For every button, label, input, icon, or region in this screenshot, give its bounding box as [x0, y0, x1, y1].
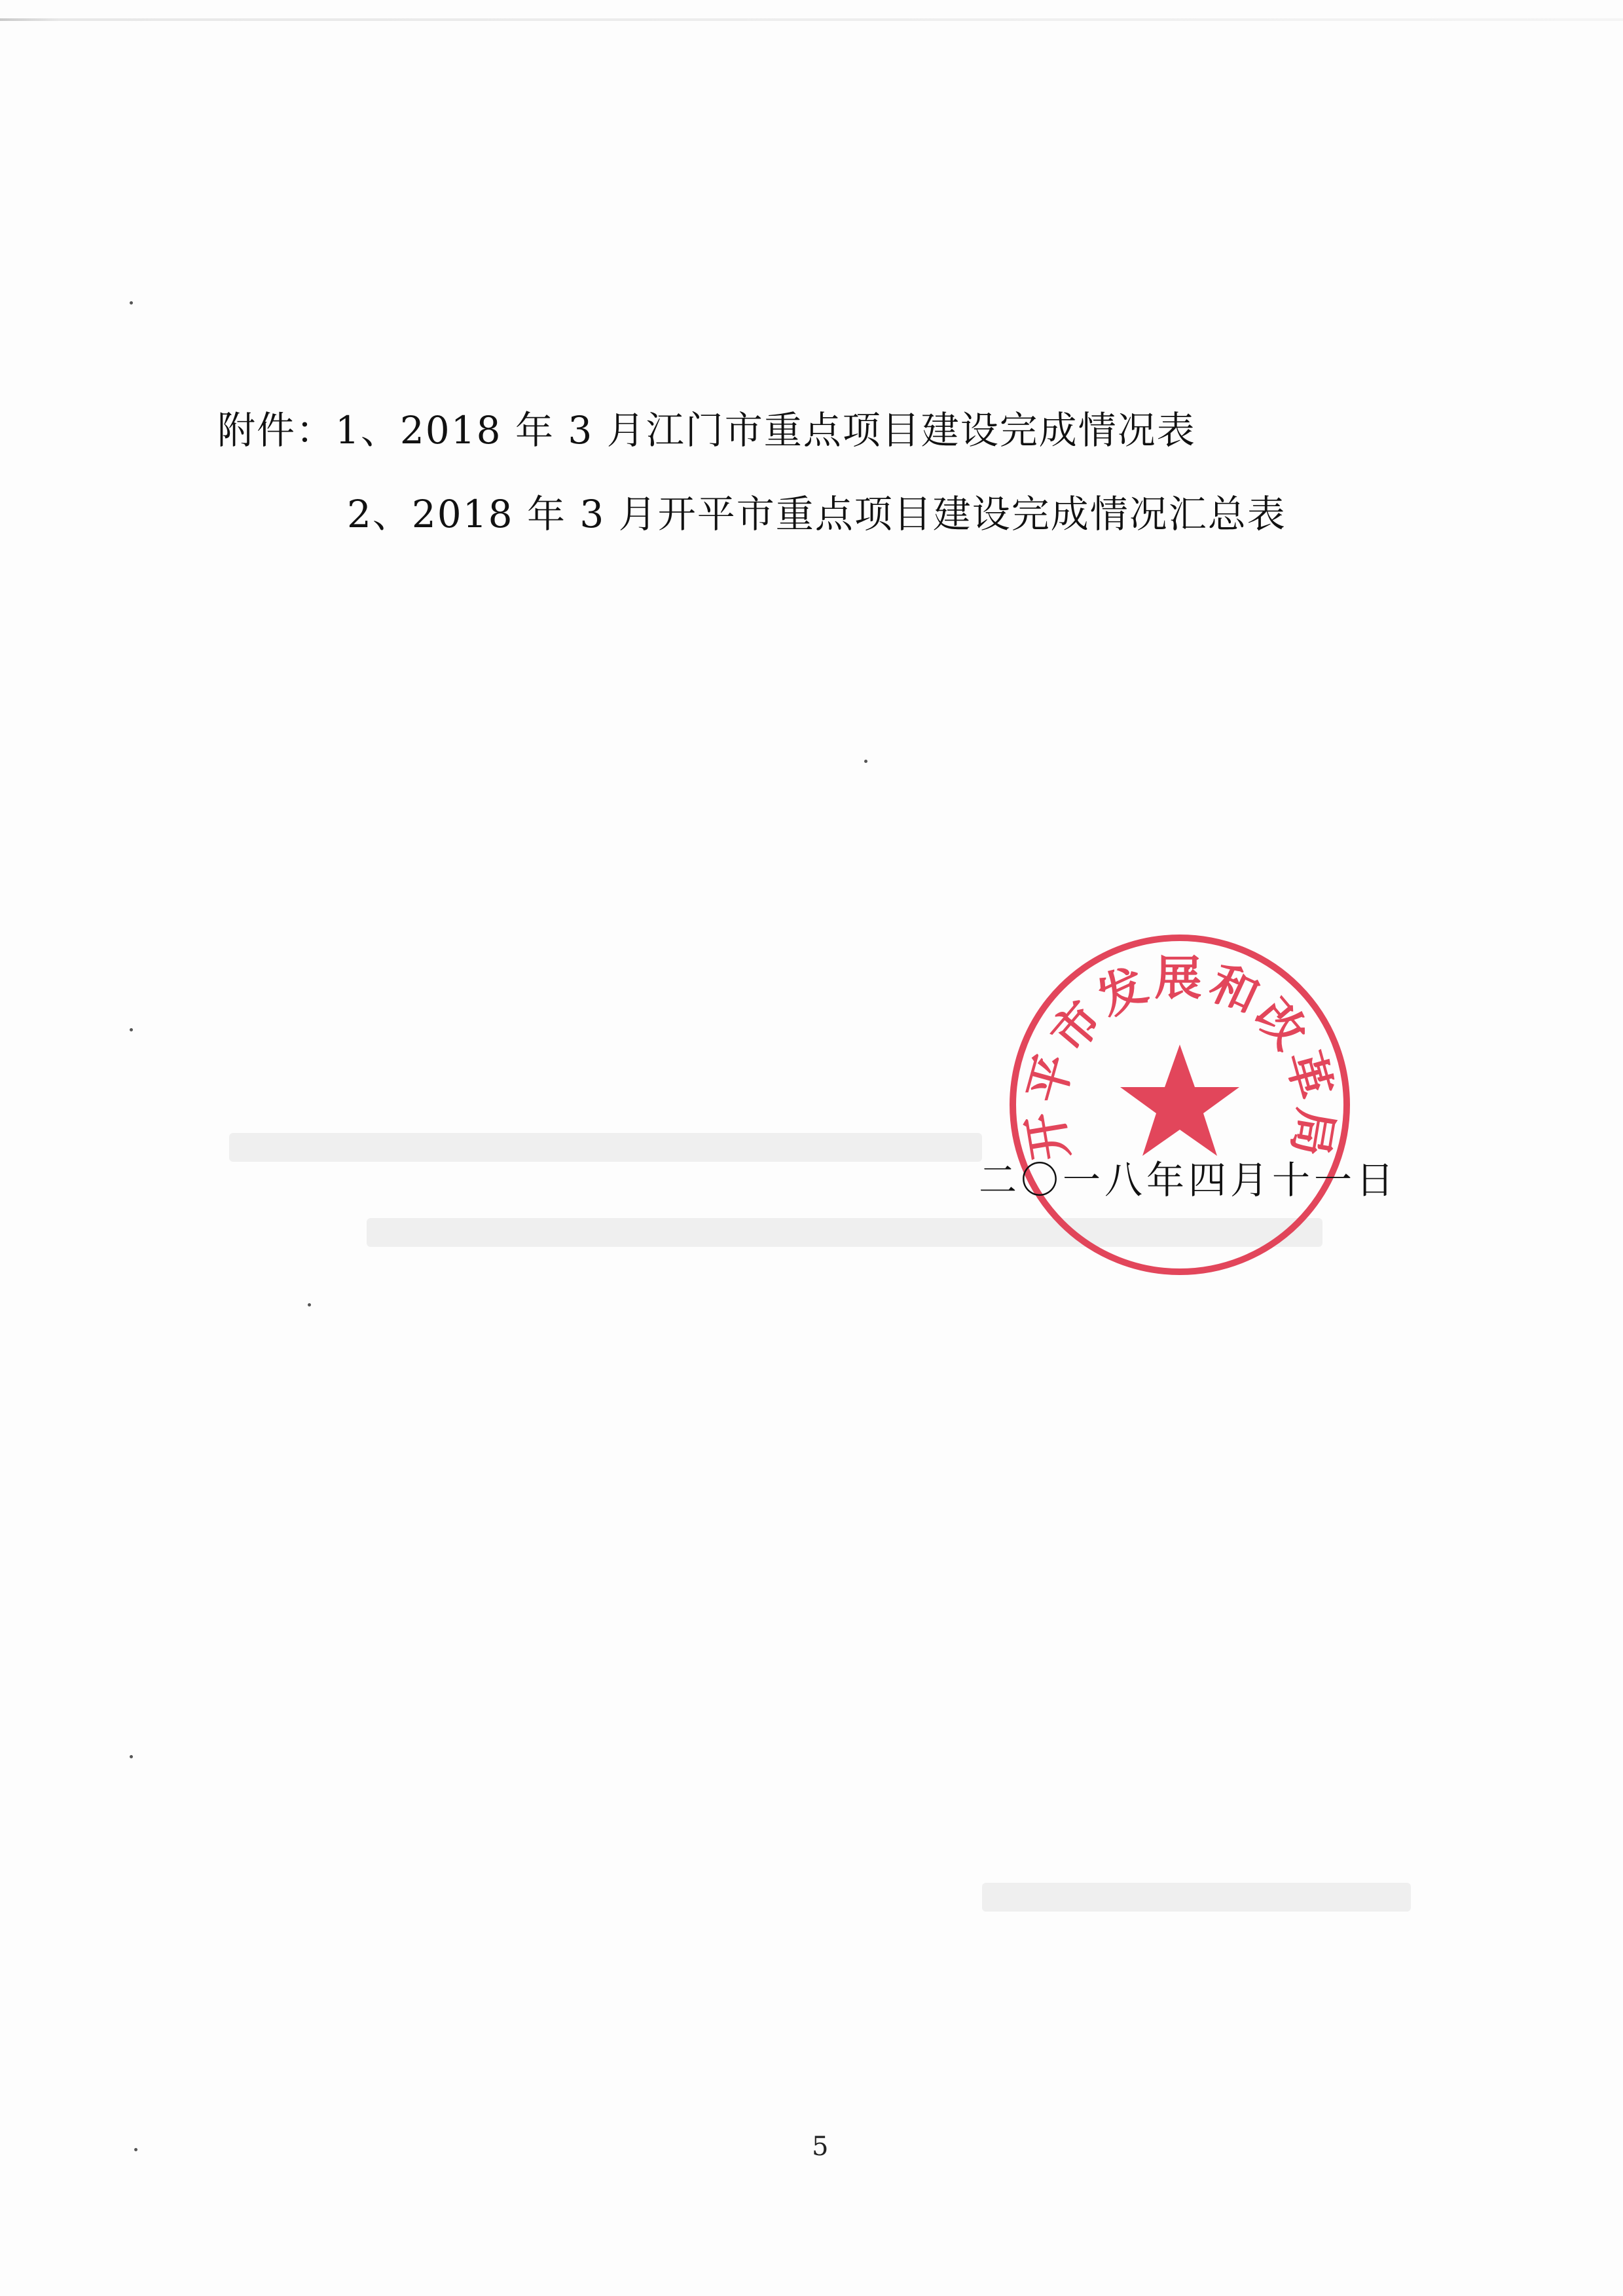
bleed-through-shadow — [229, 1133, 982, 1162]
scan-speck — [134, 2148, 137, 2151]
document-date: 二〇一八年四月十一日 — [979, 1158, 1398, 1202]
official-seal — [1005, 930, 1355, 1280]
scan-speck — [130, 1028, 133, 1031]
attachment-line-2: 2、2018 年 3 月开平市重点项目建设完成情况汇总表 — [347, 492, 1286, 536]
scan-edge — [0, 18, 1623, 21]
scan-speck — [308, 1303, 311, 1306]
attachment-line-1: 附件：1、2018 年 3 月江门市重点项目建设完成情况表 — [217, 408, 1196, 453]
page-number: 5 — [812, 2132, 829, 2162]
scan-speck — [864, 760, 867, 763]
scan-speck — [130, 1755, 133, 1758]
bleed-through-shadow — [982, 1883, 1411, 1912]
seal-text: 开平市发展和改革局 — [1016, 950, 1344, 1164]
scan-speck — [130, 301, 133, 305]
star-icon — [1120, 1045, 1239, 1156]
